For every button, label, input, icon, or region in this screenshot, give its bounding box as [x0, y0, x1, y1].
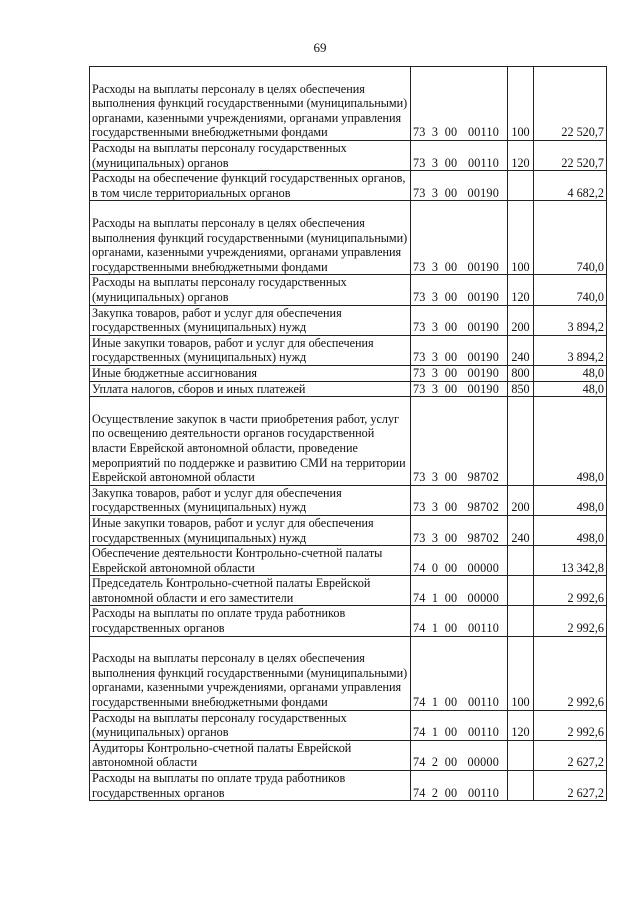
direction-code: 00 [444, 500, 458, 515]
expense-code: 00190 [467, 259, 499, 274]
direction-code: 00 [444, 590, 458, 605]
row-expense-type [508, 606, 534, 636]
program-code: 73 [413, 350, 426, 365]
subprogram-code: 1 [431, 695, 439, 710]
row-amount: 2 627,2 [534, 740, 607, 770]
direction-code: 00 [444, 320, 458, 335]
program-code: 74 [413, 725, 426, 740]
program-code: 73 [413, 381, 426, 396]
subprogram-code: 3 [431, 470, 439, 485]
row-amount: 2 992,6 [534, 710, 607, 740]
row-expense-type: 120 [508, 275, 534, 305]
program-code: 73 [413, 500, 426, 515]
row-code [411, 141, 508, 171]
row-expense-type: 120 [508, 710, 534, 740]
row-code [411, 275, 508, 305]
row-description: Расходы на выплаты персоналу в целях обеспечения выполнения функций государственными (муниципальными) органами, казенными учреждениями, органами управления государственными внебюджетными фондами [90, 201, 411, 275]
table-row [90, 381, 607, 397]
subprogram-code: 3 [431, 500, 439, 515]
expense-code: 00110 [467, 621, 499, 636]
direction-code: 00 [444, 621, 458, 636]
budget-table-body [90, 67, 607, 801]
table-row [90, 141, 607, 171]
expense-code: 98702 [467, 470, 499, 485]
row-code [411, 515, 508, 545]
direction-code: 00 [444, 185, 458, 200]
program-code: 73 [413, 289, 426, 304]
row-description: Иные закупки товаров, работ и услуг для обеспечения государственных (муниципальных) нужд [90, 335, 411, 365]
subprogram-code: 3 [431, 320, 439, 335]
direction-code: 00 [444, 695, 458, 710]
row-description: Аудиторы Контрольно-счетной палаты Еврейской автономной области [90, 740, 411, 770]
subprogram-code: 3 [431, 381, 439, 396]
row-amount: 3 894,2 [534, 335, 607, 365]
row-expense-type [508, 397, 534, 486]
row-amount: 2 627,2 [534, 771, 607, 801]
table-row [90, 365, 607, 381]
table-row [90, 201, 607, 275]
row-amount: 498,0 [534, 397, 607, 486]
row-expense-type [508, 576, 534, 606]
row-amount: 3 894,2 [534, 305, 607, 335]
subprogram-code: 2 [431, 755, 439, 770]
expense-code: 98702 [467, 500, 499, 515]
row-amount: 22 520,7 [534, 67, 607, 141]
direction-code: 00 [444, 350, 458, 365]
row-description: Закупка товаров, работ и услуг для обеспечения государственных (муниципальных) нужд [90, 485, 411, 515]
expense-code: 00000 [467, 560, 499, 575]
program-code: 73 [413, 185, 426, 200]
direction-code: 00 [444, 530, 458, 545]
table-row [90, 740, 607, 770]
row-amount: 740,0 [534, 201, 607, 275]
expense-code: 00190 [467, 320, 499, 335]
row-code [411, 771, 508, 801]
row-expense-type: 100 [508, 201, 534, 275]
program-code: 74 [413, 785, 426, 800]
program-code: 74 [413, 755, 426, 770]
row-code [411, 305, 508, 335]
row-description: Осуществление закупок в части приобретения работ, услуг по освещению деятельности органов государственной власти Еврейской автономной области, проведение мероприятий по поддержке и развитию СМИ на территории Еврейской автономной области [90, 397, 411, 486]
expense-code: 98702 [467, 530, 499, 545]
budget-table [89, 66, 607, 801]
program-code: 74 [413, 560, 426, 575]
subprogram-code: 3 [431, 350, 439, 365]
table-row [90, 515, 607, 545]
row-description: Расходы на выплаты персоналу в целях обеспечения выполнения функций государственными (муниципальными) органами, казенными учреждениями, органами управления государственными внебюджетными фондами [90, 636, 411, 710]
row-amount: 498,0 [534, 515, 607, 545]
row-description: Расходы на выплаты персоналу государственных (муниципальных) органов [90, 141, 411, 171]
subprogram-code: 0 [431, 560, 439, 575]
direction-code: 00 [444, 381, 458, 396]
row-expense-type: 240 [508, 515, 534, 545]
direction-code: 00 [444, 755, 458, 770]
direction-code: 00 [444, 259, 458, 274]
row-amount: 48,0 [534, 365, 607, 381]
row-description: Председатель Контрольно-счетной палаты Еврейской автономной области и его заместители [90, 576, 411, 606]
row-expense-type [508, 740, 534, 770]
row-expense-type: 850 [508, 381, 534, 397]
row-amount: 2 992,6 [534, 576, 607, 606]
table-row [90, 335, 607, 365]
program-code: 73 [413, 320, 426, 335]
row-description: Расходы на выплаты по оплате труда работников государственных органов [90, 606, 411, 636]
direction-code: 00 [444, 289, 458, 304]
row-amount: 13 342,8 [534, 546, 607, 576]
table-row [90, 67, 607, 141]
expense-code: 00190 [467, 289, 499, 304]
row-code [411, 171, 508, 201]
table-row [90, 576, 607, 606]
row-amount: 740,0 [534, 275, 607, 305]
row-expense-type: 200 [508, 485, 534, 515]
program-code: 73 [413, 530, 426, 545]
direction-code: 00 [444, 470, 458, 485]
program-code: 74 [413, 621, 426, 636]
row-amount: 2 992,6 [534, 636, 607, 710]
row-description: Расходы на выплаты персоналу государственных (муниципальных) органов [90, 710, 411, 740]
row-description: Обеспечение деятельности Контрольно-счетной палаты Еврейской автономной области [90, 546, 411, 576]
row-code [411, 67, 508, 141]
row-description: Иные закупки товаров, работ и услуг для обеспечения государственных (муниципальных) нужд [90, 515, 411, 545]
table-row [90, 771, 607, 801]
table-row [90, 485, 607, 515]
program-code: 73 [413, 125, 426, 140]
table-row [90, 305, 607, 335]
expense-code: 00110 [467, 725, 499, 740]
row-amount: 22 520,7 [534, 141, 607, 171]
row-expense-type: 120 [508, 141, 534, 171]
row-description: Закупка товаров, работ и услуг для обеспечения государственных (муниципальных) нужд [90, 305, 411, 335]
expense-code: 00190 [467, 350, 499, 365]
subprogram-code: 3 [431, 259, 439, 274]
row-description: Расходы на выплаты персоналу государственных (муниципальных) органов [90, 275, 411, 305]
program-code: 74 [413, 590, 426, 605]
program-code: 73 [413, 155, 426, 170]
row-code [411, 365, 508, 381]
subprogram-code: 3 [431, 155, 439, 170]
program-code: 73 [413, 259, 426, 274]
table-row [90, 397, 607, 486]
program-code: 74 [413, 695, 426, 710]
row-expense-type: 100 [508, 67, 534, 141]
row-description: Расходы на обеспечение функций государственных органов, в том числе территориальных органов [90, 171, 411, 201]
table-row [90, 546, 607, 576]
row-code [411, 636, 508, 710]
program-code: 73 [413, 470, 426, 485]
row-expense-type [508, 771, 534, 801]
direction-code: 00 [444, 725, 458, 740]
expense-code: 00110 [467, 125, 499, 140]
row-expense-type: 100 [508, 636, 534, 710]
direction-code: 00 [444, 365, 458, 380]
program-code: 73 [413, 365, 426, 380]
expense-code: 00110 [467, 695, 499, 710]
row-code [411, 740, 508, 770]
subprogram-code: 2 [431, 785, 439, 800]
expense-code: 00190 [467, 381, 499, 396]
subprogram-code: 3 [431, 530, 439, 545]
row-code [411, 710, 508, 740]
row-expense-type: 800 [508, 365, 534, 381]
row-description: Расходы на выплаты персоналу в целях обеспечения выполнения функций государственными (муниципальными) органами, казенными учреждениями, органами управления государственными внебюджетными фондами [90, 67, 411, 141]
direction-code: 00 [444, 560, 458, 575]
page-number: 69 [313, 40, 327, 55]
row-code [411, 397, 508, 486]
expense-code: 00000 [467, 755, 499, 770]
row-description: Расходы на выплаты по оплате труда работников государственных органов [90, 771, 411, 801]
table-row [90, 171, 607, 201]
table-row [90, 606, 607, 636]
table-row [90, 275, 607, 305]
subprogram-code: 1 [431, 621, 439, 636]
row-expense-type: 240 [508, 335, 534, 365]
subprogram-code: 3 [431, 289, 439, 304]
subprogram-code: 3 [431, 365, 439, 380]
row-expense-type: 200 [508, 305, 534, 335]
row-expense-type [508, 171, 534, 201]
expense-code: 00110 [467, 785, 499, 800]
expense-code: 00190 [467, 365, 499, 380]
row-expense-type [508, 546, 534, 576]
row-amount: 4 682,2 [534, 171, 607, 201]
row-code [411, 335, 508, 365]
subprogram-code: 3 [431, 125, 439, 140]
expense-code: 00110 [467, 155, 499, 170]
row-code [411, 485, 508, 515]
row-code [411, 381, 508, 397]
row-amount: 498,0 [534, 485, 607, 515]
table-row [90, 636, 607, 710]
direction-code: 00 [444, 125, 458, 140]
row-amount: 48,0 [534, 381, 607, 397]
row-code [411, 201, 508, 275]
direction-code: 00 [444, 155, 458, 170]
expense-code: 00190 [467, 185, 499, 200]
direction-code: 00 [444, 785, 458, 800]
row-description: Иные бюджетные ассигнования [90, 365, 411, 381]
subprogram-code: 3 [431, 185, 439, 200]
subprogram-code: 1 [431, 590, 439, 605]
subprogram-code: 1 [431, 725, 439, 740]
row-amount: 2 992,6 [534, 606, 607, 636]
row-code [411, 546, 508, 576]
row-description: Уплата налогов, сборов и иных платежей [90, 381, 411, 397]
table-row [90, 710, 607, 740]
expense-code: 00000 [467, 590, 499, 605]
row-code [411, 576, 508, 606]
row-code [411, 606, 508, 636]
